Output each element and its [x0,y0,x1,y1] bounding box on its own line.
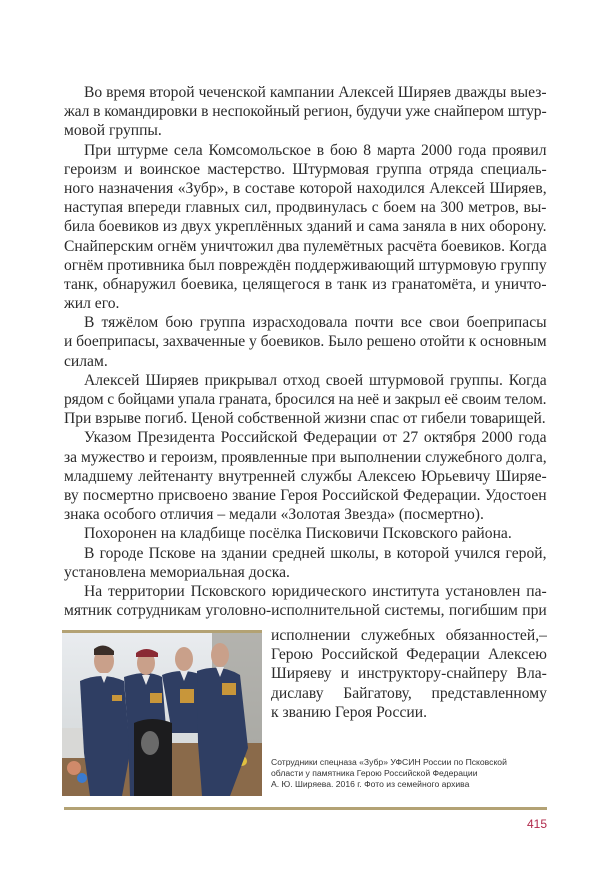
page-number: 415 [526,817,547,831]
text-line [64,198,547,217]
text-line-content: наступая впереди главных сил, продвинулась с боем на 300 метров, вы- [64,199,547,217]
text-line [64,524,547,543]
text-line-content: На территории Псковского юридического института установлен па- [84,582,547,600]
text-line-content: В городе Пскове на здании средней школы, в которой учился герой, [84,544,547,562]
text-line-content: диславу Байгатову, представленному [271,684,547,702]
text-line [64,486,547,505]
text-line [64,83,547,102]
text-line [271,645,547,664]
photo-caption [271,757,561,791]
text-line-content: знака особого отличия – медали «Золотая Звезда» (посмертно). [64,506,484,524]
text-line-content: Герою Российской Федерации Алексею [271,646,547,664]
text-line-content: ного назначения «Зубр», в составе которой находился Алексей Ширяев, [64,179,547,197]
text-line [64,582,547,601]
text-line [64,179,547,198]
text-line [64,313,547,332]
text-line-content: Во время второй чеченской кампании Алексей Ширяев дважды выез- [84,84,547,101]
text-line-content: Ширяеву и инструктору-снайперу Вла- [271,665,547,683]
text-line-content: При взрыве погиб. Ценой собственной жизни спас от гибели товарищей. [64,410,546,428]
text-line-content: В тяжёлом бою группа израсходовала почти все свои боеприпасы [84,314,547,332]
text-line-content: за мужество и героизм, проявленные при выполнении служебного долга, [64,448,547,466]
text-line [64,448,547,467]
text-line [271,626,547,645]
text-line-content: младшему лейтенанту внутренней службы Алексею Юрьевичу Ширяе- [64,467,547,485]
text-line-content: рядом с бойцами упала граната, бросился на неё и закрыл её своим телом. [64,391,547,408]
text-line [64,121,547,140]
text-line-content: ву посмертно присвоено звание Героя Российской Федерации. Удостоен [64,486,547,504]
text-line [64,275,547,294]
caption-line: Сотрудники спецназа «Зубр» УФСИН России по Псковской [271,757,507,767]
text-line-content: При штурме села Комсомольское в бою 8 марта 2000 года проявил [84,141,547,159]
text-line [64,601,547,620]
text-line-content: била боевиков из двух укреплённых зданий и сама заняла в них оборону. [64,218,547,236]
caption-line: А. Ю. Ширяева. 2016 г. Фото из семейного архива [271,779,470,790]
text-line-content: Алексей Ширяев прикрывал отход своей штурмовой группы. Когда [84,371,547,389]
text-line-content: Похоронен на кладбище посёлка Писковичи Псковского района. [84,525,512,543]
text-line [64,217,547,236]
body-text [64,83,547,620]
text-line [271,703,547,722]
text-line-content: огнём противника был повреждён поддерживающий штурмовую группу [64,256,547,274]
text-line [64,544,547,563]
text-line [64,237,547,256]
text-line-content: исполнении служебных обязанностей,– [271,627,547,644]
footer-rule [64,807,547,810]
text-line-content: установлена мемориальная доска. [64,563,290,581]
text-line-content: мовой группы. [64,122,162,140]
caption-line: области у памятника Герою Российской Федерации [271,768,478,779]
text-line [64,371,547,390]
text-line [64,505,547,524]
side-text [271,626,547,722]
text-line-content: жал в командировки в неспокойный регион, будучи уже снайпером штур- [64,103,547,121]
text-line [64,390,547,409]
text-line-content: к званию Героя России. [271,703,427,721]
text-line [64,294,547,313]
text-line [64,428,547,447]
text-line-content: жил его. [64,295,120,313]
text-line-content: танк, обнаружил боевика, целящегося в танк из гранатомёта, и уничто- [64,275,547,293]
text-line-content: силам. [64,352,108,370]
text-line-content: Указом Президента Российской Федерации от 27 октября 2000 года [84,429,547,447]
text-line [64,409,547,428]
text-line-content: и боеприпасы, захваченные у боевиков. Было решено отойти к основным [64,333,547,351]
text-line [64,102,547,121]
text-line [64,141,547,160]
text-line [64,563,547,582]
text-line-content: Снайперским огнём уничтожил два пулемётных расчёта боевиков. Когда [64,237,547,255]
text-line [271,684,547,703]
memorial-photo [62,630,262,796]
text-line [64,256,547,275]
text-line [64,467,547,486]
text-line [64,160,547,179]
text-line-content: героизм и воинское мастерство. Штурмовая группа отряда специаль- [64,160,547,178]
text-line [271,664,547,683]
text-line [64,352,547,371]
text-line [64,332,547,351]
text-line-content: мятник сотрудникам уголовно-исполнительной системы, погибшим при [64,602,547,620]
